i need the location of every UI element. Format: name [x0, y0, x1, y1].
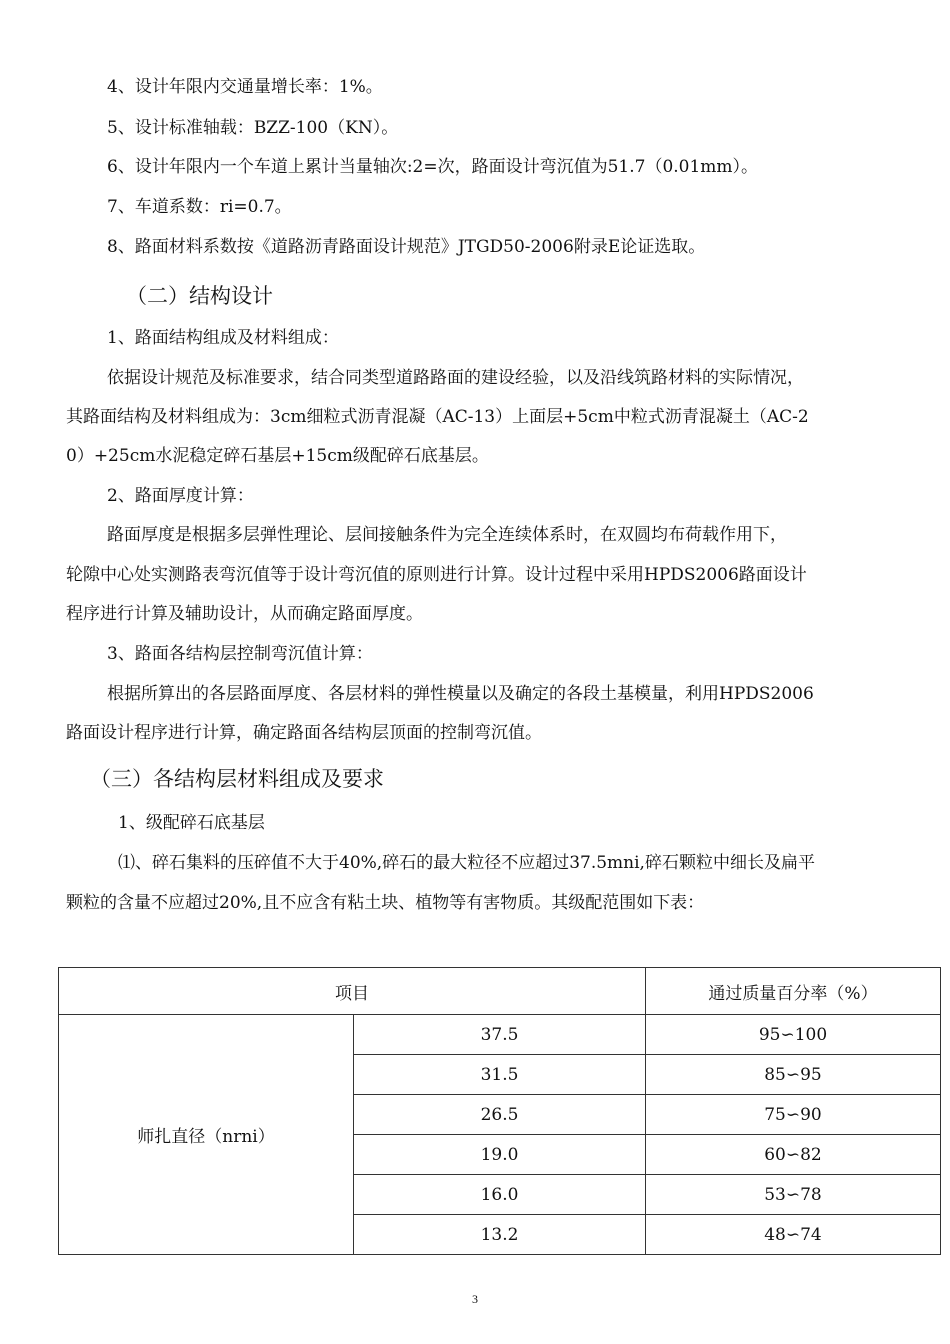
section-heading-layer-materials: （三）各结构层材料组成及要求 [90, 767, 384, 791]
table-cell-size: 31.5 [354, 1055, 646, 1095]
table-cell-size: 16.0 [354, 1175, 646, 1215]
paragraph-thickness-1: 路面厚度是根据多层弹性理论、层间接触条件为完全连续体系时，在双圆均布荷载作用下， [107, 525, 787, 545]
subheading-thickness-calc: 2、路面厚度计算： [107, 486, 254, 506]
table-cell-range: 48∽74 [646, 1215, 941, 1255]
paragraph-control-deflection-1: 根据所算出的各层路面厚度、各层材料的弹性模量以及确定的各段土基模量，利用HPDS2006 [107, 684, 814, 704]
table-cell-size: 26.5 [354, 1095, 646, 1135]
paragraph-gravel-1: ⑴、碎石集料的压碎值不大于40%,碎石的最大粒径不应超过37.5mni,碎石颗粒中细长及扁平 [118, 853, 815, 873]
paragraph-structure-1: 依据设计规范及标准要求，结合同类型道路路面的建设经验，以及沿线筑路材料的实际情况， [107, 368, 804, 388]
paragraph-structure-2: 其路面结构及材料组成为：3cm细粒式沥青混凝（AC-13）上面层+5cm中粒式沥青混凝土（AC-2 [66, 407, 809, 427]
table-cell-range: 85∽95 [646, 1055, 941, 1095]
subheading-graded-gravel: 1、级配碎石底基层 [118, 813, 265, 833]
paragraph-control-deflection-2: 路面设计程序进行计算，确定路面各结构层顶面的控制弯沉值。 [66, 723, 542, 743]
subheading-pavement-structure: 1、路面结构组成及材料组成： [107, 328, 339, 348]
table-row [59, 1015, 941, 1055]
table-cell-size: 13.2 [354, 1215, 646, 1255]
paragraph-thickness-3: 程序进行计算及辅助设计，从而确定路面厚度。 [66, 604, 423, 624]
table-cell-range: 75∽90 [646, 1095, 941, 1135]
paragraph-gravel-2: 颗粒的含量不应超过20%,且不应含有粘土块、植物等有害物质。其级配范围如下表： [66, 893, 705, 913]
section-heading-structure-design: （二）结构设计 [126, 284, 273, 308]
table-row-label-sieve-size: 师扎直径（nrni） [59, 1015, 354, 1255]
grading-table [58, 967, 941, 1255]
table-cell-range: 53∽78 [646, 1175, 941, 1215]
table-header-passing-percent: 通过质量百分率（%） [646, 968, 941, 1015]
page-number: 3 [472, 1292, 478, 1306]
paragraph-traffic-growth: 4、设计年限内交通量增长率：1%。 [107, 77, 383, 97]
paragraph-lane-coefficient: 7、车道系数：ri=0.7。 [107, 197, 292, 217]
paragraph-design-deflection: 6、设计年限内一个车道上累计当量轴次:2=次，路面设计弯沉值为51.7（0.01mm）。 [107, 157, 759, 177]
table-cell-size: 19.0 [354, 1135, 646, 1175]
table-cell-size: 37.5 [354, 1015, 646, 1055]
table-header-row [59, 968, 941, 1015]
paragraph-thickness-2: 轮隙中心处实测路表弯沉值等于设计弯沉值的原则进行计算。设计过程中采用HPDS2006路面设计 [66, 565, 807, 585]
subheading-control-deflection: 3、路面各结构层控制弯沉值计算： [107, 644, 373, 664]
table-cell-range: 60∽82 [646, 1135, 941, 1175]
table-header-item: 项目 [59, 968, 646, 1015]
paragraph-material-coefficient: 8、路面材料系数按《道路沥青路面设计规范》JTGD50-2006附录E论证选取。 [107, 237, 706, 257]
table-cell-range: 95∽100 [646, 1015, 941, 1055]
paragraph-standard-axle: 5、设计标准轴载：BZZ-100（KN）。 [107, 118, 399, 138]
paragraph-structure-3: 0）+25cm水泥稳定碎石基层+15cm级配碎石底基层。 [66, 446, 489, 466]
